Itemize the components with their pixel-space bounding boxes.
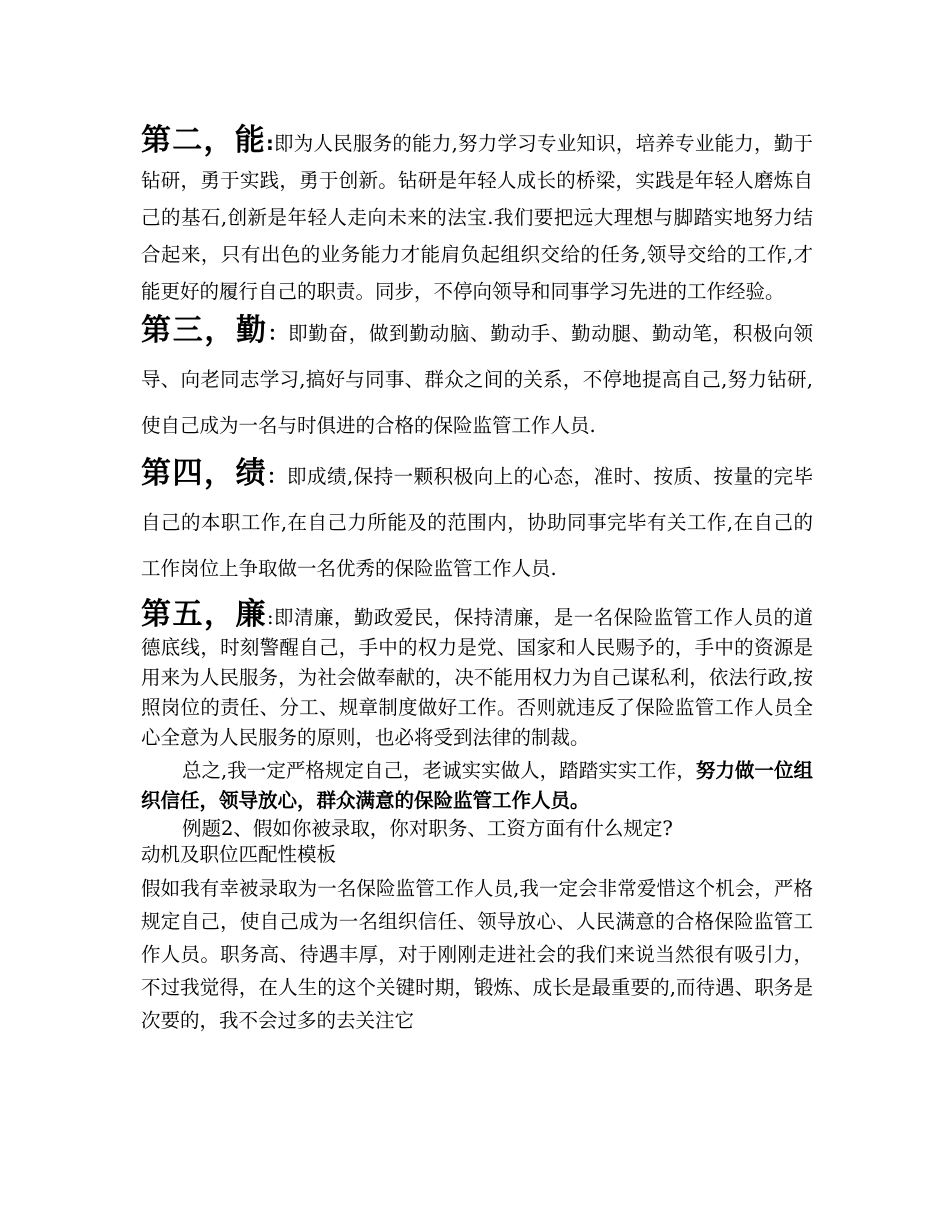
section-text: 即清廉，勤政爱民，保持清廉，是一名保险监管工作人员的道德底线，时刻警醒自己，手中的权力是党、国家和人民赐予的，手中的资源是用来为人民服务，为社会做奉献的，决不能用权力为自己谋私利，依法行政,按照岗位的责任、分工、规章制度做好工作。否则就违反了保险监管工作人员全心全意为人民服务的原则，也必将受到法律的制裁。 — [141, 606, 813, 749]
summary-bold-text: 努力做一位组织信任，领导放心，群众满意的保险监管工作人员。 — [141, 759, 813, 812]
template-title: 动机及职位匹配性模板 — [141, 843, 337, 866]
section-neng — [141, 122, 813, 310]
example-question: 例题2、假如你被录取，你对职务、工资方面有什么规定? — [182, 817, 673, 840]
section-colon: ： — [267, 322, 289, 345]
section-heading: 第四，绩 — [141, 456, 267, 491]
section-heading: 第二，能 — [141, 123, 266, 158]
summary-text: 总之,我一定严格规定自己，老诚实实做人，踏踏实实工作， — [182, 759, 696, 782]
section-ji — [141, 451, 813, 592]
document-page — [141, 122, 813, 1037]
section-lian — [141, 597, 813, 753]
section-colon: ： — [266, 465, 287, 488]
section-colon: : — [265, 132, 274, 155]
section-colon: : — [266, 606, 274, 629]
section-text: 即勤奋，做到勤动脑、勤动手、勤动腿、勤动笔，积极向领导、向老同志学习,搞好与同事、群众之间的关系，不停地提高自己,努力钻研,使自己成为一名与时俱进的合格的保险监管工作人员. — [141, 322, 813, 437]
summary-paragraph — [141, 756, 813, 816]
section-heading: 第五，廉 — [141, 597, 267, 632]
section-heading: 第三，勤 — [141, 313, 268, 348]
section-text: 即为人民服务的能力,努力学习专业知识，培养专业能力，勤于钻研，勇于实践，勇于创新。钻研是年轻人成长的桥梁，实践是年轻人磨炼自己的基石,创新是年轻人走向未来的法宝.我们要把远大理想与脚踏实地努力结合起来，只有出色的业务能力才能肩负起组织交给的任务,领导交给的工作,才能更好的履行自己的职责。同步，不停向领导和同事学习先进的工作经验。 — [141, 132, 813, 303]
section-qin — [141, 308, 813, 449]
section-text: 即成绩,保持一颗积极向上的心态，准时、按质、按量的完毕自己的本职工作,在自己力所能及的范围内，协助同事完毕有关工作,在自己的工作岗位上争取做一名优秀的保险监管工作人员. — [141, 465, 813, 580]
answer-paragraph: 假如我有幸被录取为一名保险监管工作人员,我一定会非常爱惜这个机会，严格规定自己，使自己成为一名组织信任、领导放心、人民满意的合格保险监管工作人员。职务高、待遇丰厚，对于刚刚走进社会的我们来说当然很有吸引力，不过我觉得，在人生的这个关键时期，锻炼、成长是最重要的,而待遇、职务是次要的，我不会过多的去关注它 — [141, 877, 813, 1032]
